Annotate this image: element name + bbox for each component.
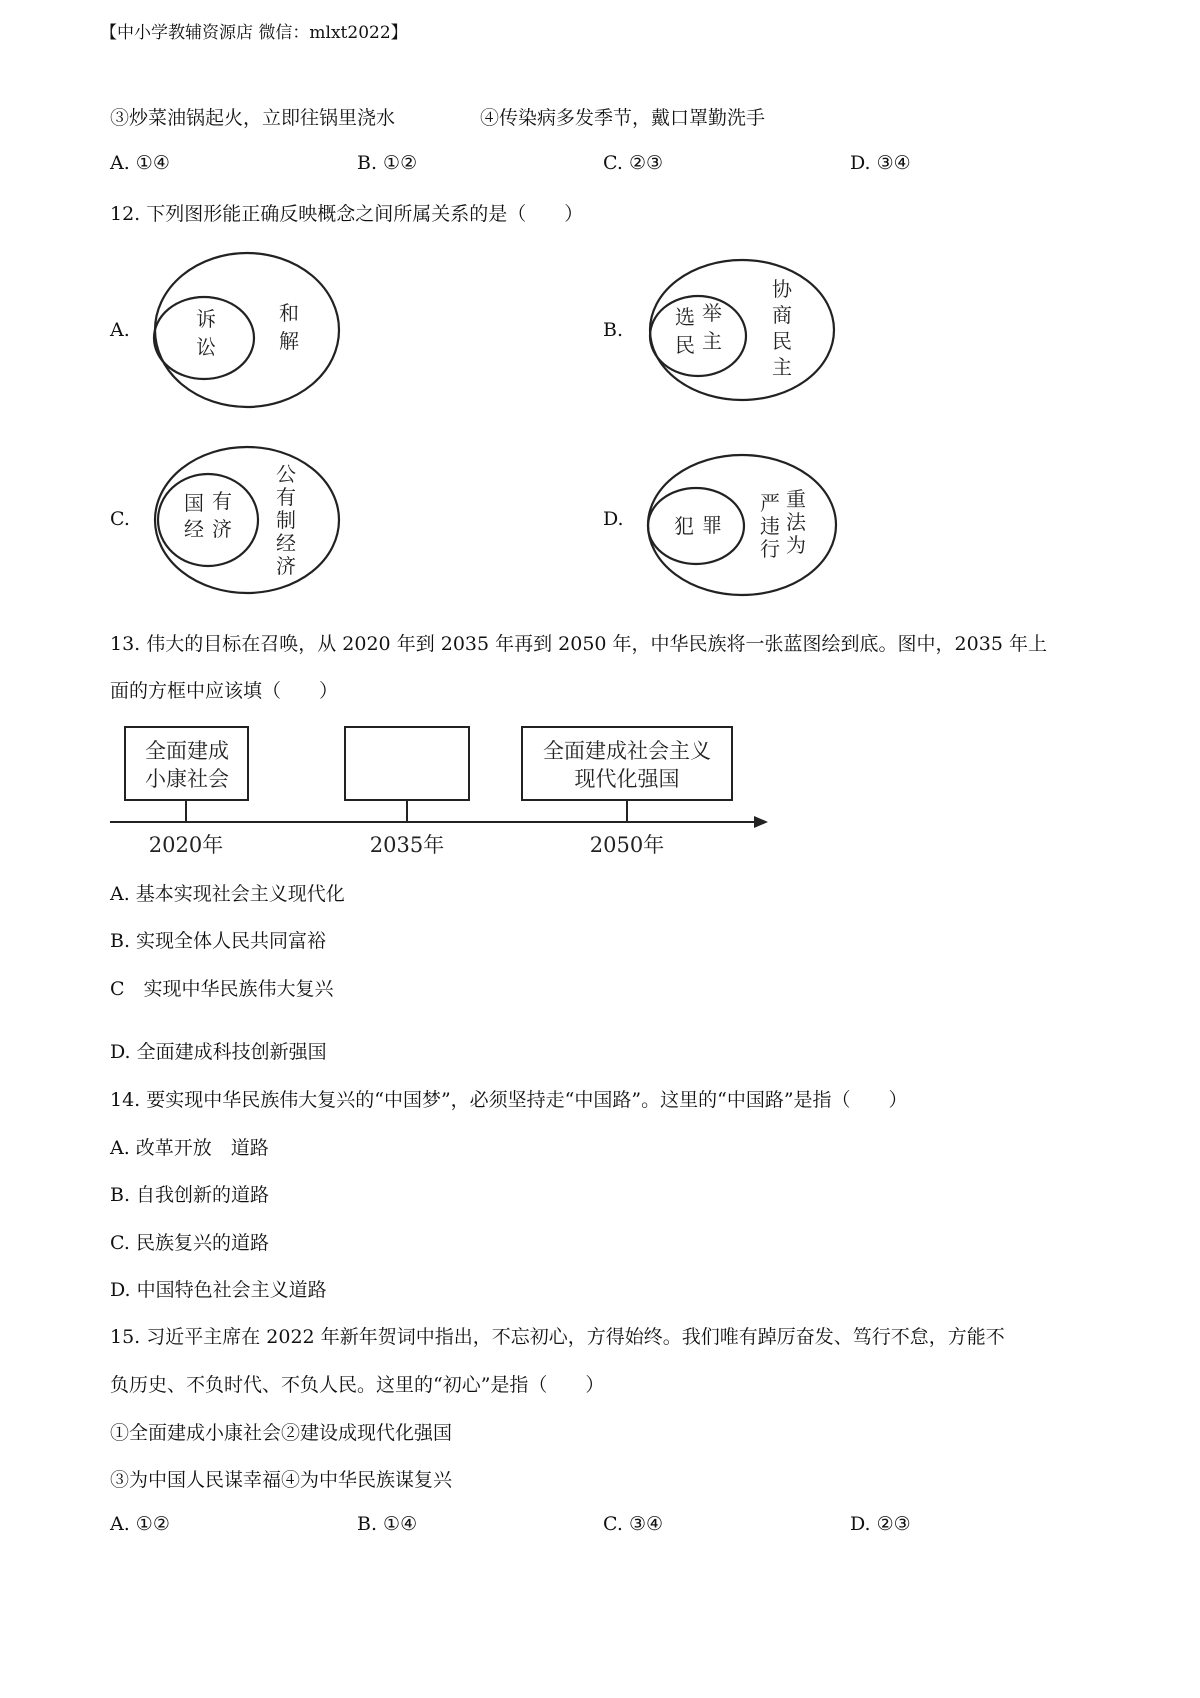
- venn-b-inner-char: 主: [702, 329, 722, 353]
- q12-stem: 12. 下列图形能正确反映概念之间所属关系的是（ ）: [110, 203, 584, 225]
- q13-timeline: [0, 720, 800, 860]
- q11-item-3: ③炒菜油锅起火，立即往锅里浇水: [110, 107, 396, 129]
- venn-c-outer-char: 经: [276, 531, 296, 555]
- q15-item-line1: ①全面建成小康社会②建设成现代化强国: [110, 1422, 453, 1444]
- q13-option-c: C 实现中华民族伟大复兴: [110, 978, 334, 1000]
- venn-b-outer-char: 主: [772, 355, 792, 379]
- timeline-arrow-icon: [754, 816, 768, 828]
- q14-stem: 14. 要实现中华民族伟大复兴的“中国梦”，必须坚持走“中国路”。这里的“中国路”是指（ ）: [110, 1089, 908, 1111]
- venn-c-outer: [155, 447, 339, 593]
- venn-c-outer-char: 有: [276, 485, 296, 509]
- q15-item-line2: ③为中国人民谋幸福④为中华民族谋复兴: [110, 1469, 453, 1491]
- venn-b-outer-char: 民: [772, 329, 792, 353]
- timeline-box-text: 全面建成社会主义: [543, 739, 711, 763]
- q12-venn-diagrams: [0, 0, 1200, 620]
- venn-d-inner: [648, 488, 744, 564]
- venn-c-inner: [158, 474, 258, 566]
- venn-d-inner-char: 犯: [674, 514, 694, 538]
- q15-stem-line2: 负历史、不负时代、不负人民。这里的“初心”是指（ ）: [110, 1374, 605, 1396]
- timeline-box-text: 现代化强国: [574, 767, 680, 791]
- q11-option-c: C. ②③: [603, 152, 664, 174]
- q13-stem-line2: 面的方框中应该填（ ）: [110, 680, 339, 702]
- venn-c-outer-char: 制: [276, 508, 296, 532]
- venn-c-outer-char: 公: [276, 462, 296, 486]
- q12-option-a-label: A.: [110, 319, 130, 341]
- q13-option-a: A. 基本实现社会主义现代化: [110, 883, 345, 905]
- timeline-box-2035: [345, 727, 469, 800]
- venn-a-inner-char: 诉: [196, 307, 216, 331]
- q11-item-4: ④传染病多发季节，戴口罩勤洗手: [480, 107, 766, 129]
- venn-a-outer: [155, 253, 339, 407]
- venn-a-inner-char: 讼: [196, 335, 216, 359]
- timeline-box-text: 全面建成: [145, 739, 229, 763]
- venn-c-inner-char: 有: [212, 489, 232, 513]
- q14-option-a: A. 改革开放 道路: [110, 1137, 269, 1159]
- venn-b-outer-char: 协: [772, 277, 792, 301]
- q14-option-c: C. 民族复兴的道路: [110, 1232, 269, 1254]
- venn-b-inner: [650, 296, 746, 376]
- venn-a-outer-char: 解: [279, 329, 299, 353]
- timeline-year: 2050年: [589, 833, 665, 857]
- venn-d-outer-char: 法: [786, 510, 806, 534]
- q13-option-b: B. 实现全体人民共同富裕: [110, 930, 327, 952]
- venn-b-outer: [650, 260, 834, 400]
- venn-c-inner-char: 济: [212, 517, 232, 541]
- q15-option-c: C. ③④: [603, 1513, 664, 1535]
- q12-option-c-label: C.: [110, 508, 130, 530]
- q14-option-d: D. 中国特色社会主义道路: [110, 1279, 327, 1301]
- venn-d-outer-char: 为: [786, 533, 806, 557]
- q15-option-d: D. ②③: [850, 1513, 911, 1535]
- venn-c-inner-char: 国: [184, 491, 204, 515]
- venn-a-outer-char: 和: [279, 301, 299, 325]
- q12-option-d-label: D.: [603, 508, 624, 530]
- q12-option-b-label: B.: [603, 319, 624, 341]
- q11-option-b: B. ①②: [357, 152, 418, 174]
- venn-c-inner-char: 经: [184, 517, 204, 541]
- venn-d-outer-char: 行: [760, 537, 780, 561]
- q13-option-d: D. 全面建成科技创新强国: [110, 1041, 327, 1063]
- q11-option-a: A. ①④: [110, 152, 170, 174]
- q13-stem-line1: 13. 伟大的目标在召唤，从 2020 年到 2035 年再到 2050 年，中华民族将一张蓝图绘到底。图中，2035 年上: [110, 633, 1047, 655]
- q11-option-d: D. ③④: [850, 152, 911, 174]
- venn-d-outer-char: 严: [760, 491, 780, 515]
- venn-b-inner-char: 选: [675, 305, 695, 329]
- q15-option-a: A. ①②: [110, 1513, 170, 1535]
- q14-option-b: B. 自我创新的道路: [110, 1184, 270, 1206]
- timeline-year: 2020年: [148, 833, 224, 857]
- venn-d-outer-char: 违: [760, 514, 780, 538]
- venn-c-outer-char: 济: [276, 554, 296, 578]
- venn-d-inner-char: 罪: [702, 513, 722, 537]
- venn-b-inner-char: 举: [702, 301, 722, 325]
- timeline-year: 2035年: [369, 833, 445, 857]
- timeline-box-text: 小康社会: [145, 767, 229, 791]
- venn-b-outer-char: 商: [772, 303, 792, 327]
- page-header: 【中小学教辅资源店 微信：mlxt2022】: [100, 23, 408, 43]
- venn-b-inner-char: 民: [675, 333, 695, 357]
- q15-option-b: B. ①④: [357, 1513, 418, 1535]
- q15-stem-line1: 15. 习近平主席在 2022 年新年贺词中指出，不忘初心，方得始终。我们唯有踔厉奋发、笃行不怠，方能不: [110, 1326, 1005, 1348]
- venn-d-outer-char: 重: [786, 487, 806, 511]
